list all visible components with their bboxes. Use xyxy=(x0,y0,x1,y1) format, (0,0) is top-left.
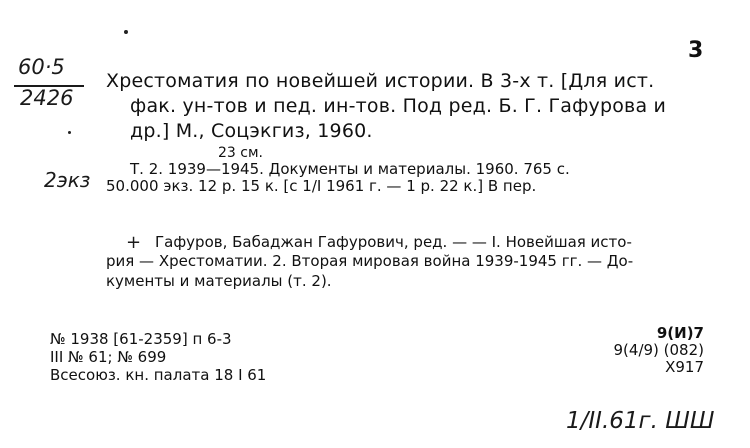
title-line-2: фак. ун-тов и пед. ин-тов. Под ред. Б. Г. Гафурова и xyxy=(130,95,667,117)
corner-number: 3 xyxy=(688,38,704,63)
handwritten-copies: 2экз xyxy=(44,168,91,192)
registry-line-2: III № 61; № 699 xyxy=(50,348,167,366)
contents-line-2: рия — Хрестоматии. 2. Вторая мировая война 1939-1945 гг. — До- xyxy=(106,252,634,270)
title-line-1: Хрестоматия по новейшей истории. В 3-х т. [Для ист. xyxy=(106,70,655,92)
handwritten-footer-note: 1/II.61г. ШШ xyxy=(566,408,715,434)
contents-line-1: Гафуров, Бабаджан Гафурович, ред. — — I. Новейшая исто- xyxy=(155,233,632,251)
classification-line-1: 9(И)7 xyxy=(656,324,704,342)
volume-line-2: 50.000 экз. 12 р. 15 к. [с 1/I 1961 г. — 1 р. 22 к.] В пер. xyxy=(106,177,537,195)
handwritten-shelfmark-top: 60·5 xyxy=(18,55,65,79)
speck-mark xyxy=(124,30,128,34)
registry-line-3: Всесоюз. кн. палата 18 I 61 xyxy=(50,366,267,384)
classification-line-3: Х917 xyxy=(665,358,704,376)
classification-line-2: 9(4/9) (082) xyxy=(613,341,704,359)
contents-marker: + xyxy=(126,232,142,253)
handwritten-shelfmark-bottom: 2426 xyxy=(20,86,74,110)
volume-line-1: Т. 2. 1939—1945. Документы и материалы. 1960. 765 с. xyxy=(130,160,570,178)
book-size: 23 см. xyxy=(218,145,263,161)
speck-mark xyxy=(68,131,71,134)
contents-line-3: кументы и материалы (т. 2). xyxy=(106,272,332,290)
title-line-3: др.] М., Соцэкгиз, 1960. xyxy=(130,120,373,142)
registry-line-1: № 1938 [61-2359] п 6-3 xyxy=(50,330,232,348)
